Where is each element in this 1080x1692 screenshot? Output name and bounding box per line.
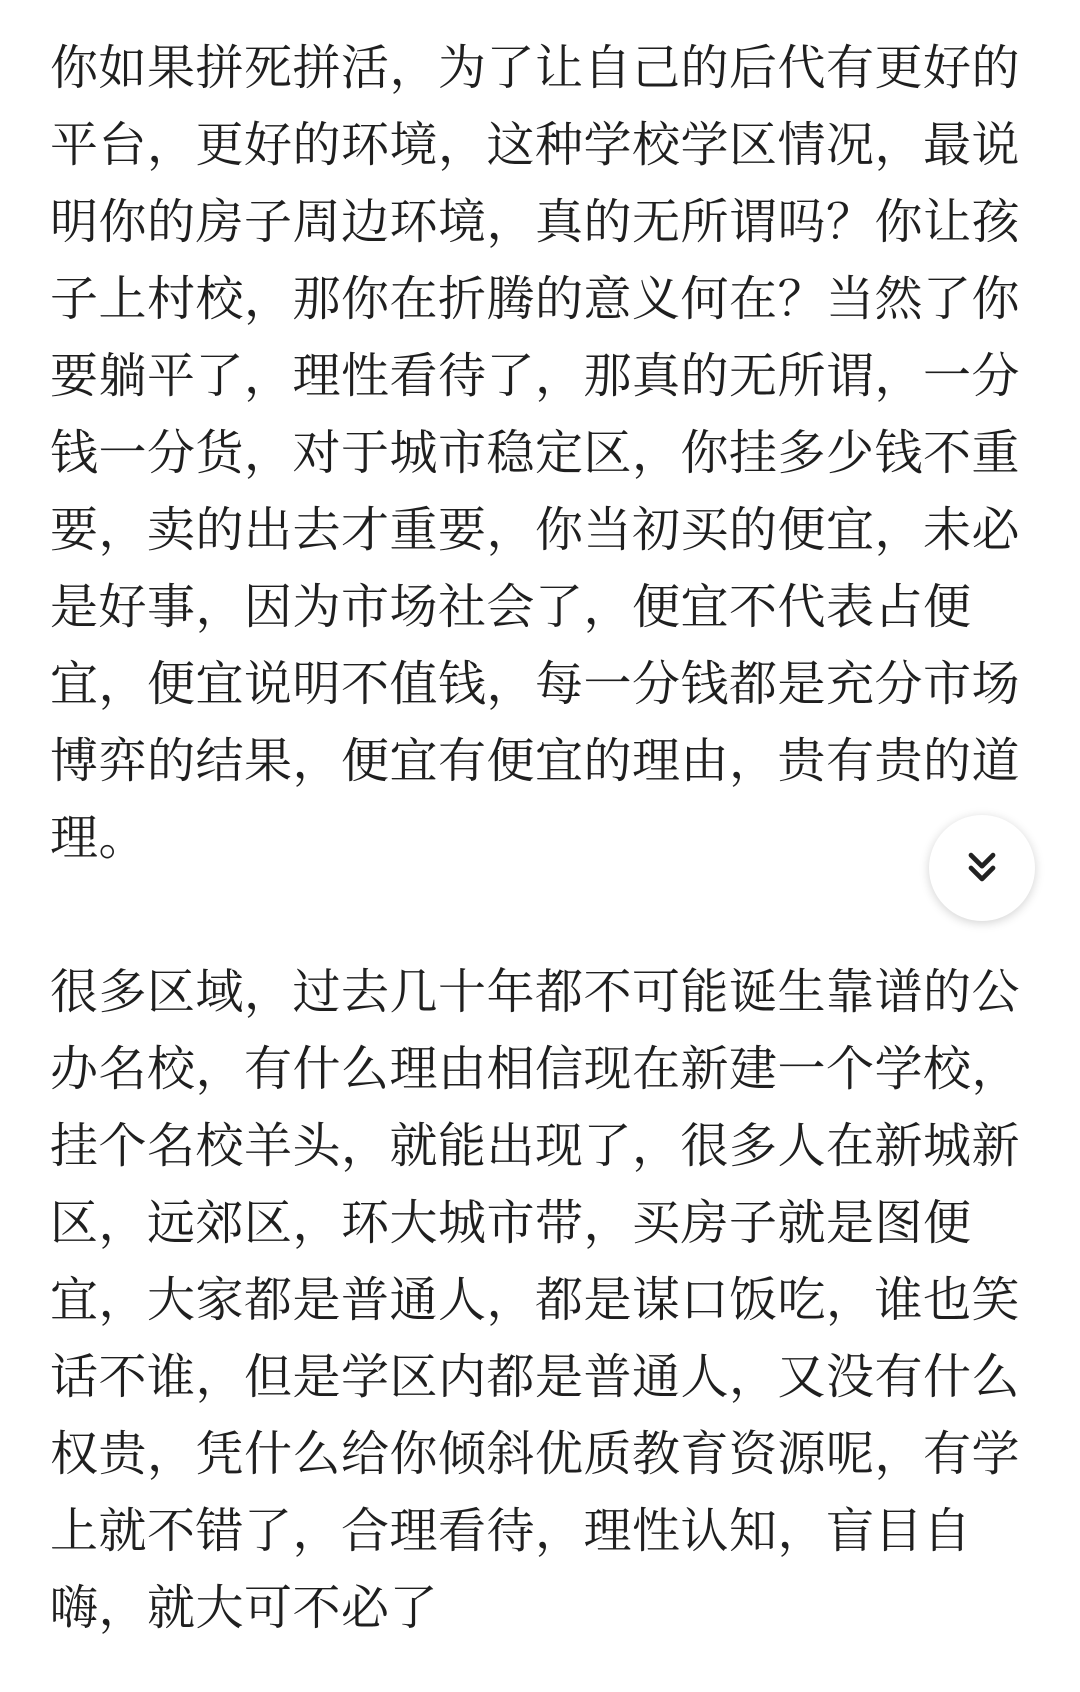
article-paragraph-2: 很多区域，过去几十年都不可能诞生靠谱的公 办名校，有什么理由相信现在新建一个学校， 挂个名校羊头，就能出现了，很多人在新城新 区，远郊区，环大城市带，买房子就是图便 宜，大家都是普通人，都是谋口饭吃，谁也笑 话不谁，但是学区内都是普通人，又没有什么 权贵，凭什么给你倾斜优质教育资源呢，有学 上就不错了，合理看待，理性认知，盲目自 嗨，就大可不必了 [50,964,1021,1636]
double-chevron-down-icon [960,846,1004,890]
scroll-down-button[interactable] [929,815,1035,921]
article-body [50,30,1030,1647]
article-paragraph-1: 你如果拼死拼活，为了让自己的后代有更好的 平台，更好的环境，这种学校学区情况，最说 明你的房子周边环境，真的无所谓吗？你让孩 子上村校，那你在折腾的意义何在？当然了你 要躺平了，理性看待了，那真的无所谓，一分 钱一分货，对于城市稳定区，你挂多少钱不重 要，卖的出去才重要，你当初买的便宜，未必 是好事，因为市场社会了，便宜不代表占便 宜，便宜说明不值钱，每一分钱都是充分市场 博弈的结果，便宜有便宜的理由，贵有贵的道 理。 [50,40,1021,866]
